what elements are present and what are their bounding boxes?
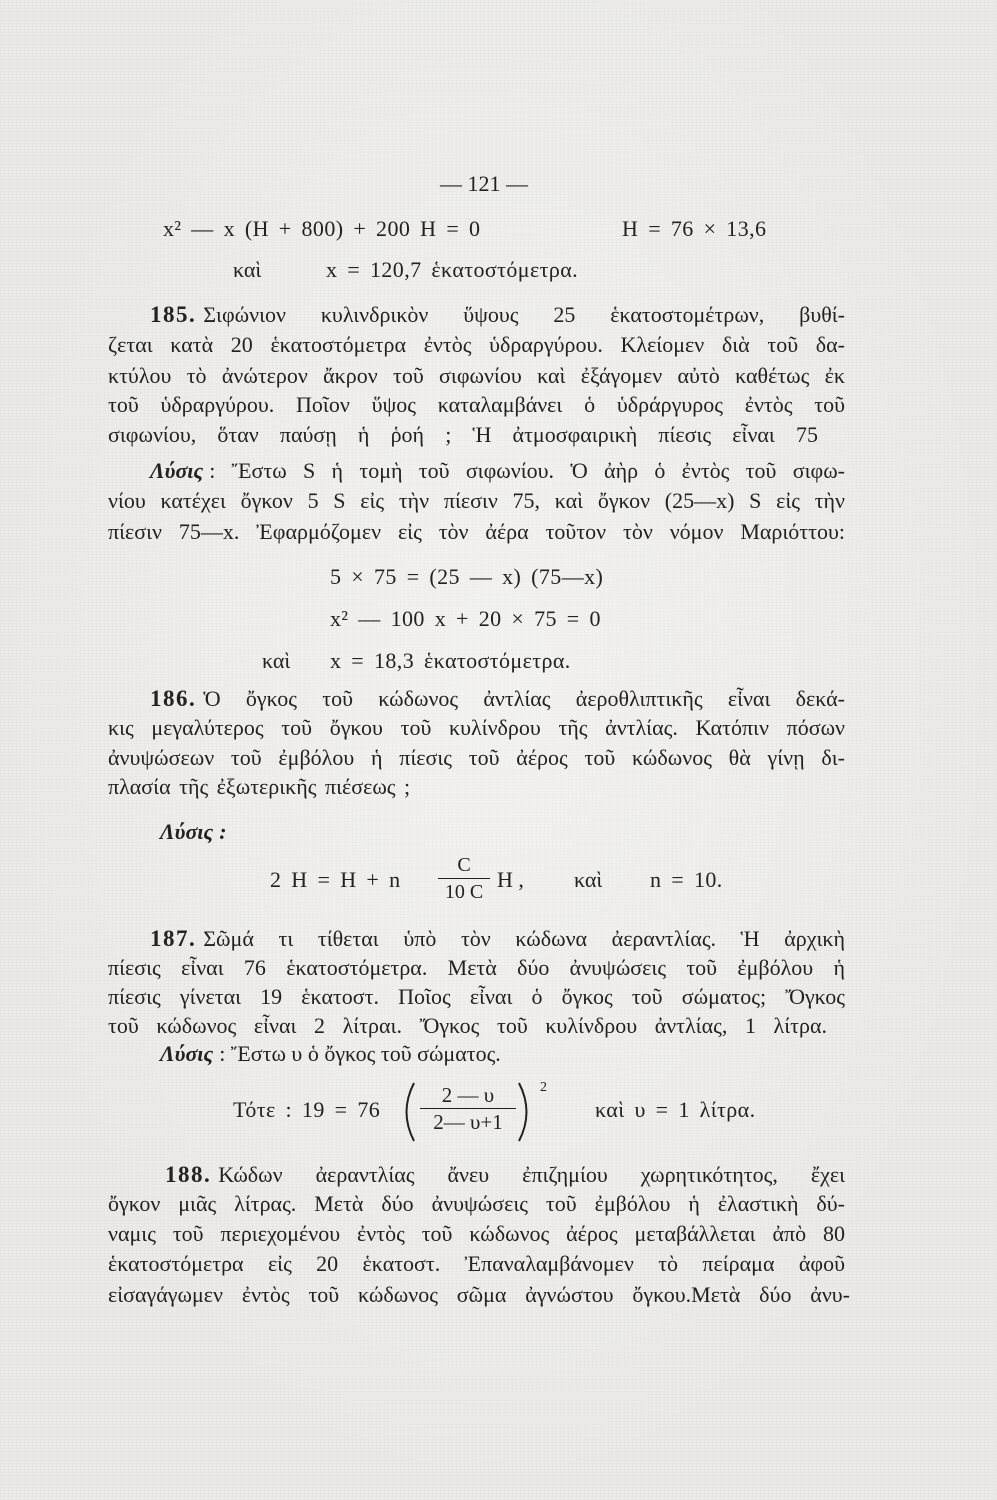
equation-186-after: H , [497, 867, 524, 892]
problem-187-line-3: πίεσις γίνεται 19 ἑκατοστ. Ποῖος εἶναι ὁ ὄγκος τοῦ σώματος; Ὄγκος [108, 984, 845, 1009]
equation-186-fraction [438, 852, 490, 905]
problem-number: 187. [150, 926, 197, 951]
problem-187-line-1 [108, 925, 845, 953]
problem-text: Σιφώνιον κυλινδρικὸν ὕψους 25 ἑκατοστομέτρων, βυθί- [203, 302, 845, 327]
problem-number: 186. [150, 686, 197, 711]
problem-186-line-4: πλασία τῆς ἐξωτερικῆς πιέσεως ; [108, 774, 411, 799]
problem-186-line-3: ἀνυψώσεων τοῦ ἐμβόλου ἡ πίεσις τοῦ ἀέρος τοῦ κώδωνος θὰ γίνῃ δι- [108, 745, 845, 770]
solution-label: Λύσις [160, 1041, 214, 1066]
problem-186-line-2: κις μεγαλύτερος τοῦ ὄγκου τοῦ κυλίνδρου τῆς ἀντλίας. Κατόπιν πόσων [108, 715, 845, 740]
problem-188-line-4: ἑκατοστόμετρα εἰς 20 ἑκατοστ. Ἐπαναλαμβάνομεν τὸ πείραμα ἀφοῦ [108, 1251, 845, 1276]
solution-185-line-1 [108, 457, 845, 485]
solution-text: : Ἔστω S ἡ τομὴ τοῦ σιφωνίου. Ὁ ἀὴρ ὁ ἐντὸς τοῦ σιφω- [209, 458, 845, 483]
equation-185-mariotte: 5 × 75 = (25 — x) (75—x) [330, 564, 604, 589]
solution-label: Λύσις [150, 458, 204, 483]
solution-187-line-1 [160, 1040, 501, 1068]
problem-187-line-4: τοῦ κώδωνος εἶναι 2 λίτραι. Ὄγκος τοῦ κυλίνδρου ἀντλίας, 1 λίτρα. [108, 1013, 827, 1038]
solution-185-line-3: πίεσιν 75—x. Ἐφαρμόζομεν εἰς τὸν ἀέρα τοῦτον τὸν νόμον Μαριόττου: [108, 519, 845, 544]
solution-colon: : [219, 819, 227, 844]
problem-number: 188. [165, 1162, 212, 1187]
problem-187-line-2: πίεσις εἶναι 76 ἑκατοστόμετρα. Μετὰ δύο ἀνυψώσεις τοῦ ἐμβόλου ἡ [108, 955, 845, 980]
equation-186-result: n = 10. [650, 867, 723, 892]
equation-187-lead: Τότε : 19 = 76 [233, 1097, 381, 1122]
equation-186-conjunction: καὶ [574, 867, 603, 892]
problem-185-line-4: τοῦ ὑδραργύρου. Ποῖον ὕψος καταλαμβάνει ὁ ὑδράργυρος ἐντὸς τοῦ [108, 392, 845, 417]
problem-188-line-5: εἰσαγάγωμεν ἐντὸς τοῦ κώδωνος σῶμα ἀγνώστου ὄγκου.Μετὰ δύο ἀνυ- [108, 1282, 850, 1307]
fraction-numerator: C [438, 852, 490, 879]
problem-185-line-5: σιφωνίου, ὅταν παύσῃ ἡ ῥοή ; Ἡ ἀτμοσφαιρικὴ πίεσις εἶναι 75 [108, 422, 818, 447]
carryover-result: x = 120,7 ἑκατοστόμετρα. [326, 257, 579, 282]
equation-187-fraction [420, 1082, 516, 1135]
problem-185-line-3: κτύλου τὸ ἀνώτερον ἄκρον τοῦ σιφωνίου καὶ ἐξάγομεν αὐτὸ καθέτως ἐκ [108, 363, 845, 388]
page-number: — 121 — [440, 171, 528, 196]
carryover-equation: x² — x (H + 800) + 200 H = 0 [163, 216, 481, 241]
problem-188-line-3: ναμις τοῦ περιεχομένου ἐντὸς τοῦ κώδωνος ἀέρος μεταβάλλεται ἀπὸ 80 [108, 1221, 845, 1246]
problem-185-line-1 [108, 301, 845, 329]
problem-text: Σῶμά τι τίθεται ὑπὸ τὸν κώδωνα ἀεραντλίας. Ἡ ἀρχικὴ [203, 926, 845, 951]
solution-label: Λύσις [160, 819, 214, 844]
solution-185-line-2: νίου κατέχει ὄγκον 5 S εἰς τὴν πίεσιν 75, καὶ ὄγκον (25—x) S εἰς τὴν [108, 488, 845, 513]
problem-188-line-2: ὄγκον μιᾶς λίτρας. Μετὰ δύο ἀνυψώσεις τοῦ ἐμβόλου ἡ ἐλαστικὴ δύ- [108, 1191, 845, 1216]
right-parenthesis-icon [514, 1080, 538, 1144]
result-185-conjunction: καὶ [262, 648, 291, 673]
problem-number: 185. [150, 302, 197, 327]
result-185: x = 18,3 ἑκατοστόμετρα. [330, 648, 571, 673]
solution-text: : Ἔστω υ ὁ ὄγκος τοῦ σώματος. [219, 1041, 501, 1066]
fraction-denominator: 2— υ+1 [433, 1110, 503, 1134]
problem-text: Κώδων ἀεραντλίας ἄνευ ἐπιζημίου χωρητικότητος, ἔχει [218, 1162, 845, 1187]
equation-187-exponent: 2 [540, 1080, 547, 1095]
problem-text: Ὁ ὄγκος τοῦ κώδωνος ἀντλίας ἀεροθλιπτικῆς εἶναι δεκά- [203, 686, 845, 711]
equation-185-quadratic: x² — 100 x + 20 × 75 = 0 [330, 606, 601, 631]
left-parenthesis-icon [395, 1080, 419, 1144]
equation-186-lhs: 2 H = H + n [270, 867, 401, 892]
problem-188-line-1 [108, 1161, 845, 1189]
equation-187-result: καὶ υ = 1 λίτρα. [595, 1097, 756, 1122]
solution-186-heading [160, 818, 233, 846]
problem-186-line-1 [108, 685, 845, 713]
problem-185-line-2: ζεται κατὰ 20 ἑκατοστόμετρα ἐντὸς ὑδραργύρου. Κλείομεν διὰ τοῦ δα- [108, 332, 845, 357]
carryover-result-conjunction: καὶ [233, 257, 262, 282]
carryover-equation-note: H = 76 × 13,6 [622, 216, 767, 241]
fraction-denominator: 10 C [444, 881, 484, 903]
fraction-numerator: 2 — υ [420, 1082, 516, 1109]
